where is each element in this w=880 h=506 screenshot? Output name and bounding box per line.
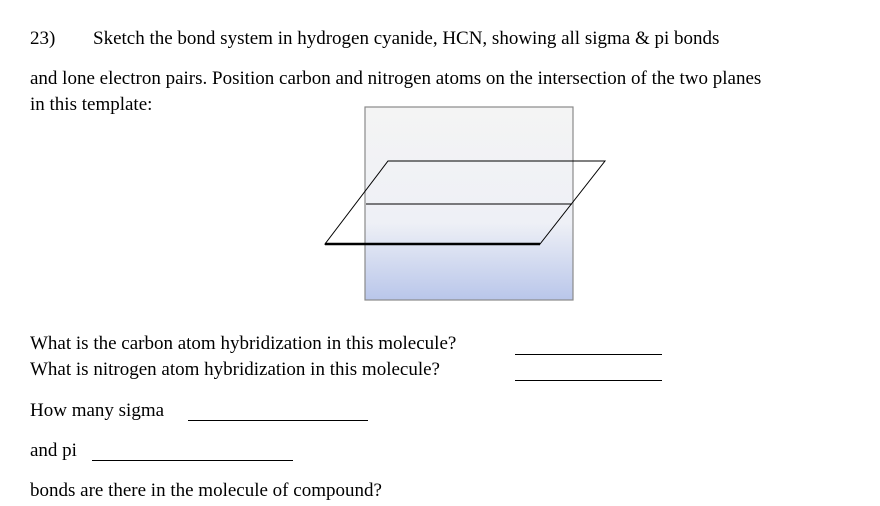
carbon-hybridization-prompt: What is the carbon atom hybridization in this molecule? — [30, 333, 457, 354]
sigma-count-answer-blank[interactable] — [188, 420, 368, 421]
carbon-hybridization-answer-blank[interactable] — [515, 354, 662, 355]
question-number: 23) — [30, 28, 56, 49]
question-line-1: Sketch the bond system in hydrogen cyanide, HCN, showing all sigma & pi bonds — [93, 28, 720, 49]
nitrogen-hybridization-answer-blank[interactable] — [515, 380, 662, 381]
sigma-count-prompt: How many sigma — [30, 400, 165, 421]
closing-prompt: bonds are there in the molecule of compound? — [30, 480, 382, 501]
nitrogen-hybridization-prompt: What is nitrogen atom hybridization in this molecule? — [30, 359, 440, 380]
two-planes-template — [320, 104, 610, 304]
question-line-2: and lone electron pairs. Position carbon and nitrogen atoms on the intersection of the two planes — [30, 68, 762, 89]
pi-count-answer-blank[interactable] — [92, 460, 293, 461]
pi-count-prompt: and pi — [30, 440, 77, 461]
question-line-3: in this template: — [30, 94, 153, 115]
